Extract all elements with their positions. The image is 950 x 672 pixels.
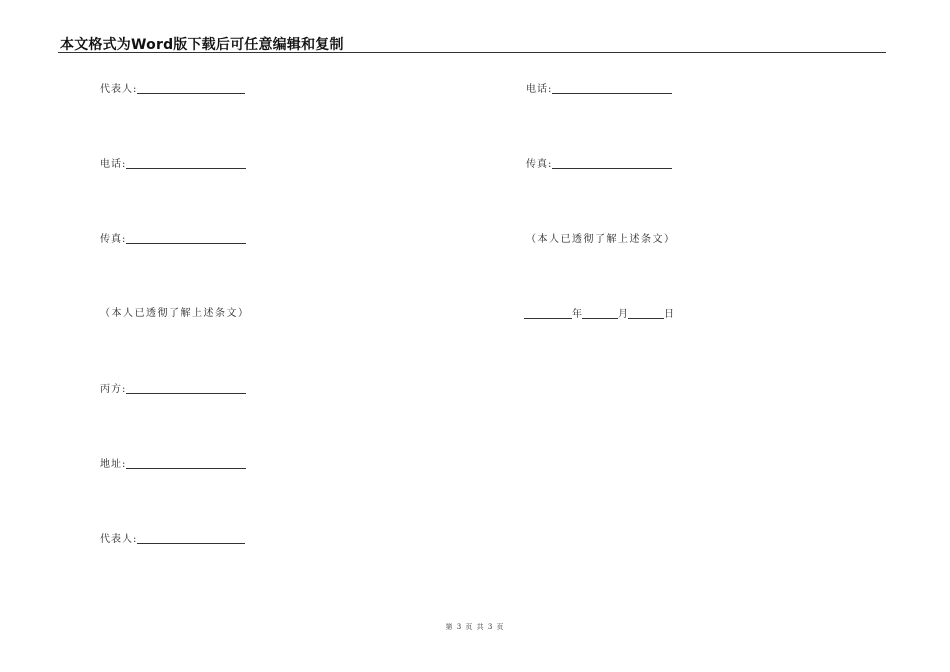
right-fax-blank[interactable] bbox=[552, 167, 672, 169]
address-blank[interactable] bbox=[126, 467, 246, 469]
date-month-blank[interactable] bbox=[582, 317, 618, 319]
date-day-blank[interactable] bbox=[628, 317, 664, 319]
left-representative-field-2 bbox=[100, 530, 245, 545]
left-representative-label-2: 代表人: bbox=[100, 534, 138, 545]
right-acknowledgement: （本人已透彻了解上述条文） bbox=[526, 234, 676, 245]
page-header bbox=[58, 34, 886, 53]
left-acknowledgement: （本人已透彻了解上述条文） bbox=[100, 308, 250, 319]
date-day-label: 日 bbox=[664, 309, 674, 320]
date-year-blank[interactable] bbox=[524, 317, 572, 319]
party-c-field bbox=[100, 380, 246, 395]
left-representative-blank-1[interactable] bbox=[137, 92, 245, 94]
right-phone-field bbox=[526, 80, 672, 95]
left-fax-blank[interactable] bbox=[126, 242, 246, 244]
party-c-blank[interactable] bbox=[126, 392, 246, 394]
left-phone-blank[interactable] bbox=[126, 167, 246, 169]
left-fax-field bbox=[100, 230, 246, 245]
address-field bbox=[100, 455, 246, 470]
party-c-label: 丙方: bbox=[100, 384, 127, 395]
left-representative-blank-2[interactable] bbox=[137, 542, 245, 544]
header-title: 本文格式为Word版下载后可任意编辑和复制 bbox=[60, 37, 344, 53]
right-fax-field bbox=[526, 155, 672, 170]
right-phone-blank[interactable] bbox=[552, 92, 672, 94]
left-representative-field-1 bbox=[100, 80, 245, 95]
page-footer: 第 3 页 共 3 页 bbox=[445, 623, 505, 631]
date-year-label: 年 bbox=[572, 309, 582, 320]
left-fax-label: 传真: bbox=[100, 234, 127, 245]
left-phone-label: 电话: bbox=[100, 159, 127, 170]
date-line bbox=[524, 305, 674, 320]
date-month-label: 月 bbox=[618, 309, 628, 320]
right-phone-label: 电话: bbox=[526, 84, 553, 95]
left-representative-label-1: 代表人: bbox=[100, 84, 138, 95]
left-phone-field bbox=[100, 155, 246, 170]
right-fax-label: 传真: bbox=[526, 159, 553, 170]
address-label: 地址: bbox=[100, 459, 127, 470]
